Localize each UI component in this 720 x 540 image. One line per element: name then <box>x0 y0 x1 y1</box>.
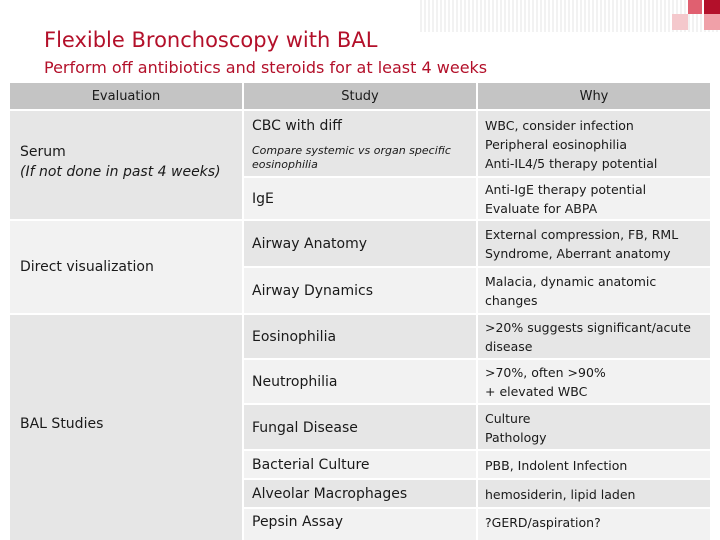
study-label: CBC with diff <box>252 118 342 134</box>
bal-studies-label: BAL Studies <box>20 416 104 432</box>
study-label: Airway Anatomy <box>252 236 367 252</box>
column-header-evaluation: Evaluation <box>10 83 242 110</box>
study-label: Eosinophilia <box>252 329 337 345</box>
decorative-square <box>672 14 688 30</box>
why-line: Anti-IL4/5 therapy potential <box>485 155 658 171</box>
why-line: Evaluate for ABPA <box>485 201 598 216</box>
study-label: Fungal Disease <box>252 419 358 436</box>
page-subtitle: Perform off antibiotics and steroids for at least 4 weeks <box>44 58 488 77</box>
study-label: Bacterial Culture <box>252 457 370 473</box>
study-cell <box>252 451 474 479</box>
page-title: Flexible Bronchoscopy with BAL <box>44 28 378 52</box>
study-label: Airway Dynamics <box>252 283 374 299</box>
why-cell <box>485 405 710 450</box>
row-divider <box>10 109 710 111</box>
study-cell <box>252 178 474 220</box>
why-cell <box>485 509 710 535</box>
why-line: hemosiderin, lipid laden <box>485 486 636 502</box>
study-label: IgE <box>252 191 274 207</box>
group-label-bal-studies <box>20 411 240 437</box>
why-line: Pathology <box>485 429 547 445</box>
why-line: Peripheral eosinophilia <box>485 136 628 152</box>
why-line: >20% suggests significant/acute <box>485 320 691 335</box>
why-line: WBC, consider infection <box>485 117 634 133</box>
study-note: Compare systemic vs organ specific eosinophilia <box>252 144 451 171</box>
study-cell <box>252 112 474 176</box>
why-line: Malacia, dynamic anatomic <box>485 274 657 289</box>
why-line: disease <box>485 339 533 354</box>
why-line: ?GERD/aspiration? <box>485 514 601 530</box>
study-cell <box>252 509 474 535</box>
direct-visualization-label: Direct visualization <box>20 259 154 275</box>
why-line: Culture <box>485 410 531 426</box>
why-cell <box>485 178 710 220</box>
study-cell <box>252 268 474 314</box>
why-line: Syndrome, Aberrant anatomy <box>485 246 671 261</box>
study-cell <box>252 360 474 404</box>
study-label: Pepsin Assay <box>252 514 343 530</box>
why-cell <box>485 315 710 359</box>
column-divider <box>476 83 478 540</box>
why-cell <box>485 268 710 314</box>
column-header-why: Why <box>478 83 710 110</box>
group-label-direct-visualization <box>20 254 240 280</box>
serum-label: Serum <box>20 144 66 160</box>
study-cell <box>252 405 474 450</box>
why-line: >70%, often >90% <box>485 365 606 380</box>
study-label: Alveolar Macrophages <box>252 486 408 502</box>
study-cell <box>252 315 474 359</box>
why-line: External compression, FB, RML <box>485 227 679 242</box>
column-header-study: Study <box>244 83 476 110</box>
decorative-square <box>704 0 720 14</box>
why-line: PBB, Indolent Infection <box>485 457 628 473</box>
why-cell <box>485 221 710 267</box>
study-cell <box>252 480 474 508</box>
why-cell <box>485 360 710 404</box>
group-label-serum <box>20 132 240 192</box>
why-cell <box>485 112 710 176</box>
decorative-square <box>704 14 720 30</box>
study-label: Neutrophilia <box>252 374 338 390</box>
study-cell <box>252 221 474 267</box>
why-cell <box>485 451 710 479</box>
why-line: + elevated WBC <box>485 384 588 399</box>
why-line: Anti-IgE therapy potential <box>485 182 647 197</box>
why-line: changes <box>485 293 538 308</box>
column-divider <box>242 83 244 540</box>
serum-sublabel: (If not done in past 4 weeks) <box>20 164 221 180</box>
why-cell <box>485 480 710 508</box>
decorative-square <box>688 0 702 14</box>
